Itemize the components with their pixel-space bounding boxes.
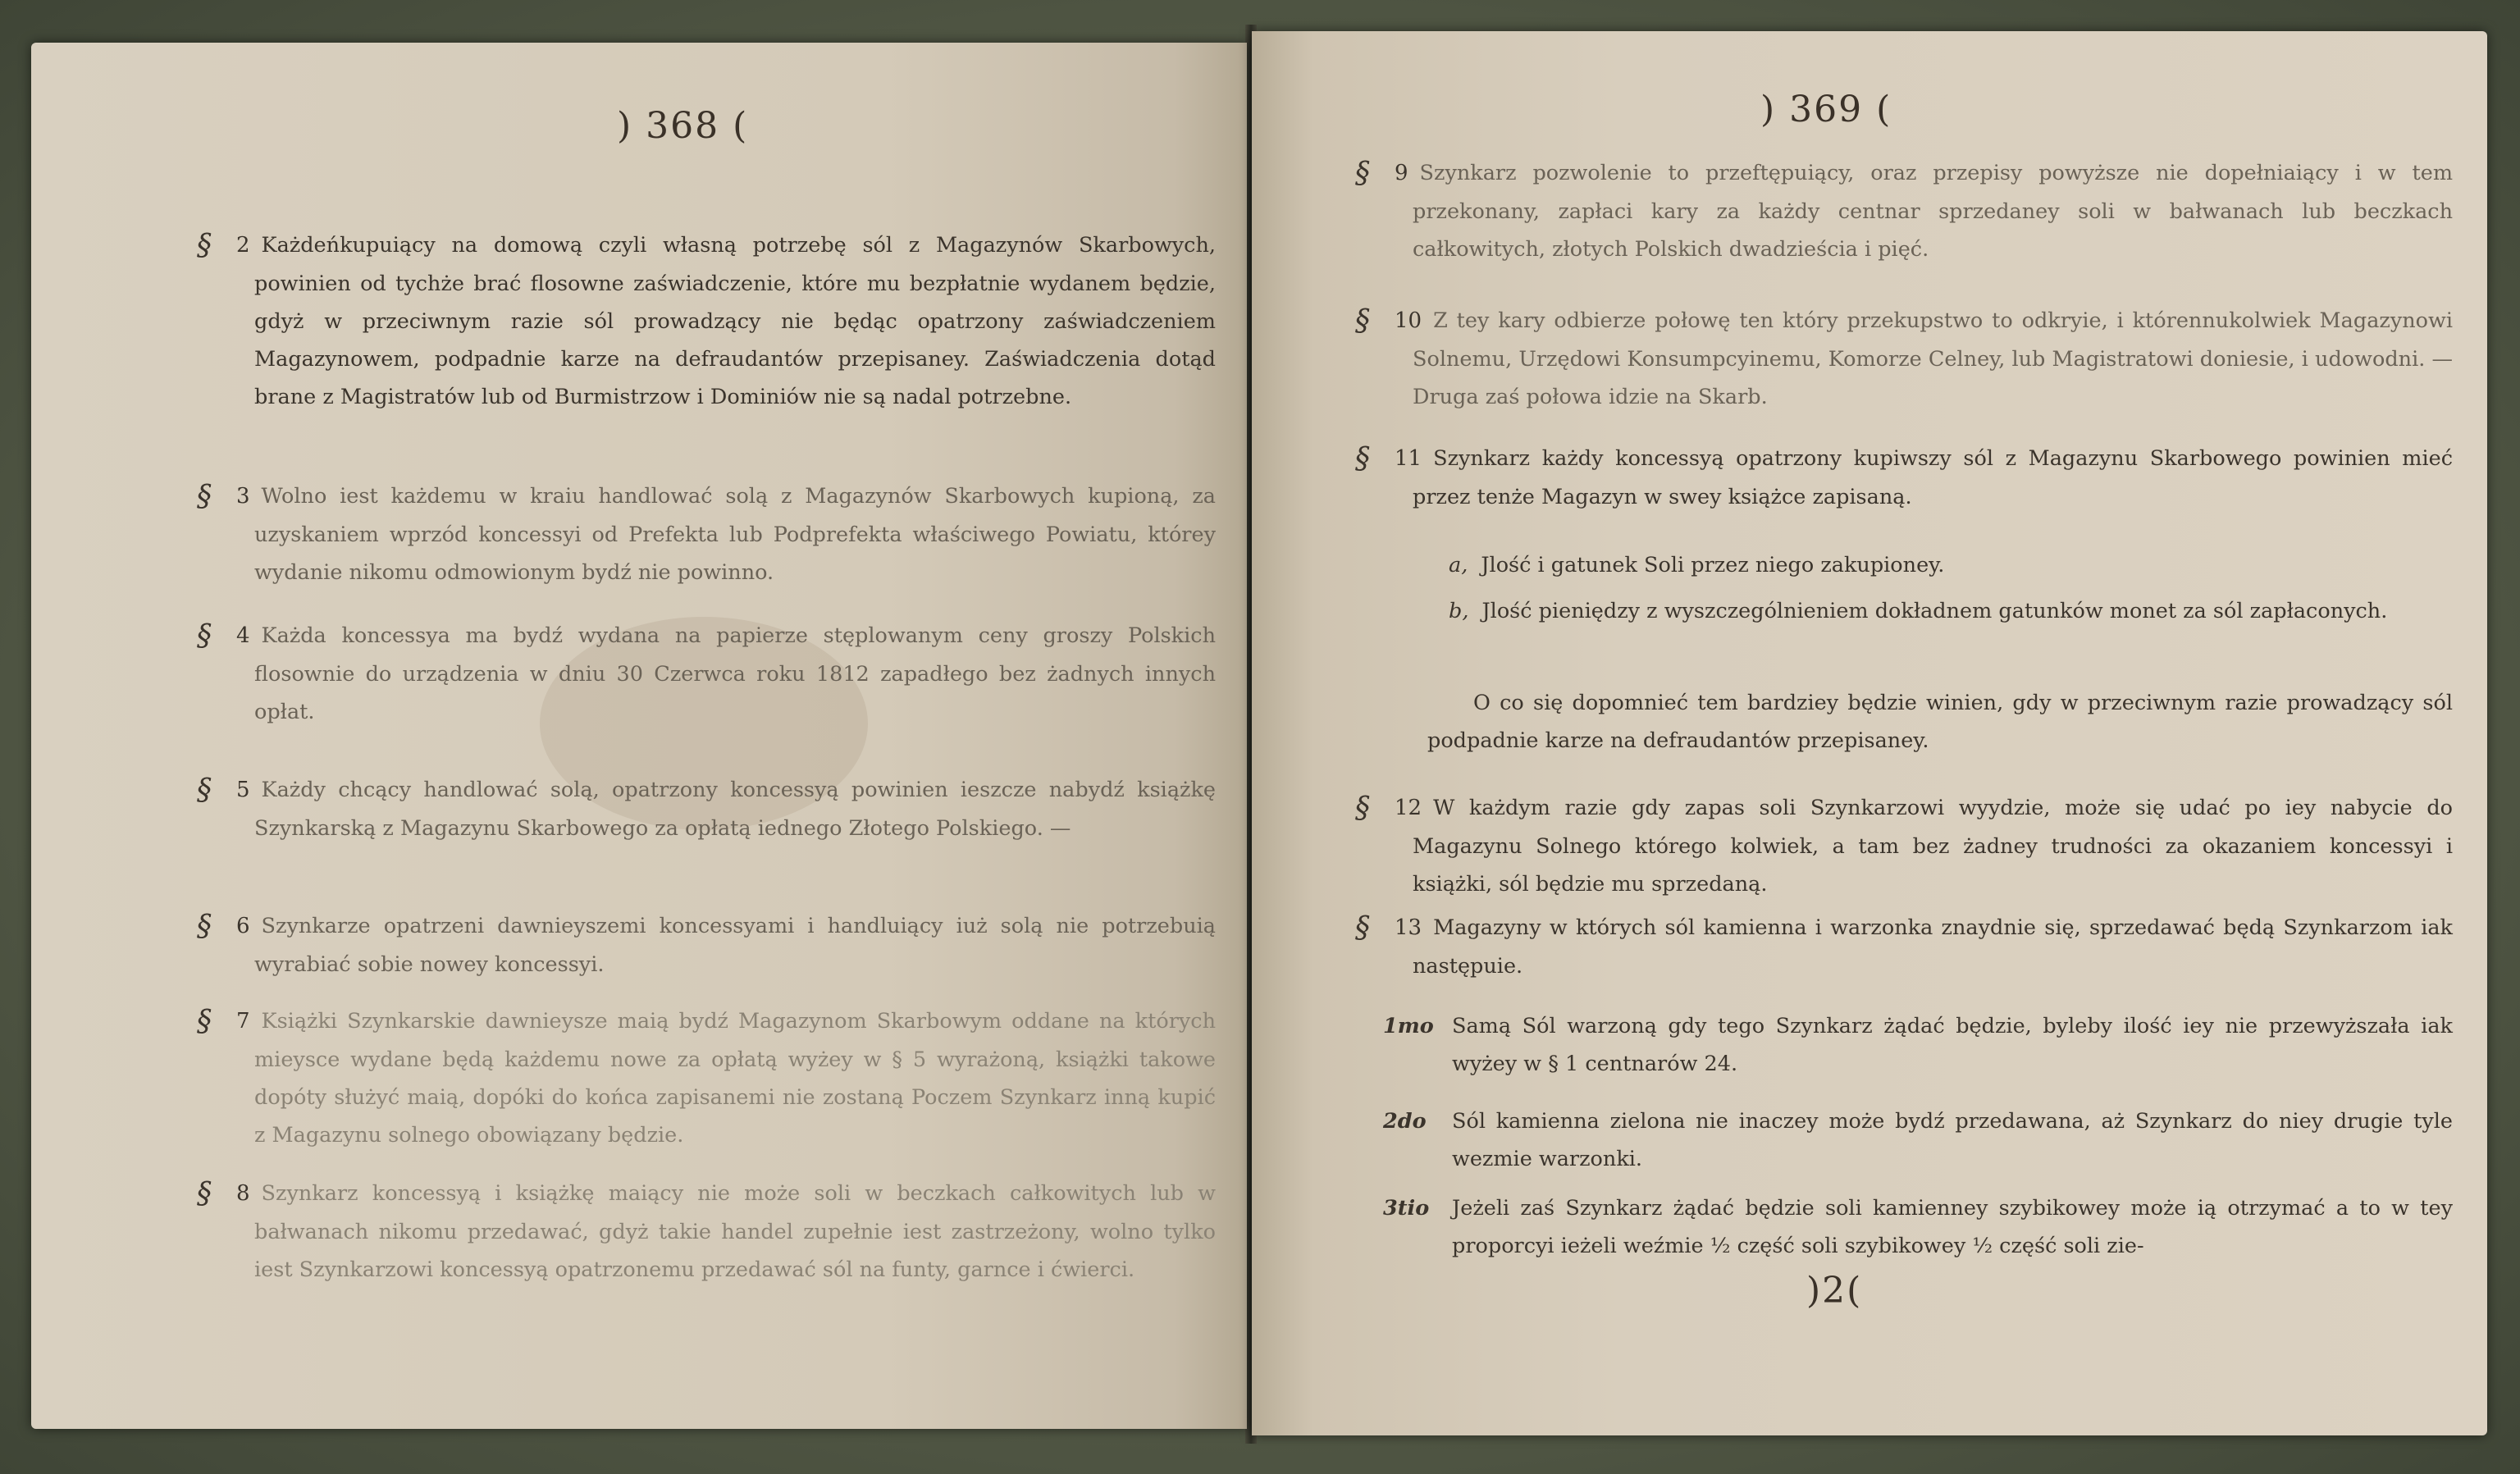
left-paragraph-8: § 8 Szynkarz koncessyą i książkę maiący nie może soli w beczkach całkowitych lub w bałwanach nikomu przedawać, gdyż takie handel zupełnie iest zastrzeżony, wolno tylko iest Szynkarzowi koncessyą opatrzonemu przedawać sól na funty, garnce i ćwierci. <box>197 1177 1216 1282</box>
left-paragraph-3: § 3 Wolno iest każdemu w kraiu handlować solą z Magazynów Skarbowych kupioną, za uzyskaniem wprzód koncessyi od Prefekta lub Podprefekta właściwego Powiatu, którey wydanie nikomu odmowionym bydź nie powinno. <box>197 480 1216 585</box>
section-sign: § <box>1355 792 1370 825</box>
numbered-item-3tio: 3tio Jeżeli zaś Szynkarz żądać będzie soli kamienney szybikowey może ią otrzymać a to w tey proporcyi ieżeli weźmie ½ część soli szybikowey ½ część soli zie- <box>1383 1196 2453 1258</box>
right-paragraph-13: § 13 Magazyny w których sól kamienna i warzonka znaydnie się, sprzedawać będą Szynkarzom iak następuie. <box>1355 911 2453 979</box>
section-sign: § <box>1355 911 1370 945</box>
section-sign: § <box>197 1005 212 1038</box>
right-paragraph-9: § 9 Szynkarz pozwolenie to przeftępuiący, oraz przepisy powyższe nie dopełniaiący i w tem przekonany, zapłaci kary za każdy centnar sprzedaney soli w bałwanach lub beczkach całkowitych, złotych Polskich dwadzieścia i pięć. <box>1355 157 2453 262</box>
section-sign: § <box>197 480 212 513</box>
list-item-b: b, Jlość pieniędzy z wyszczególnieniem dokładnem gatunków monet za sól zapłaconych. <box>1449 599 2388 623</box>
right-page-number: ) 369 ( <box>1760 89 1892 130</box>
section-sign: § <box>1355 442 1370 476</box>
section-sign: § <box>197 774 212 807</box>
right-paragraph-11: § 11 Szynkarz każdy koncessyą opatrzony kupiwszy sól z Magazynu Skarbowego powinien mieć przez tenże Magazyn w swey książce zapisaną. <box>1355 442 2453 509</box>
left-paragraph-6: § 6 Szynkarze opatrzeni dawnieyszemi koncessyami i handluiący iuż solą nie potrzebuią wyrabiać sobie nowey koncessyi. <box>197 910 1216 977</box>
right-paragraph-12: § 12 W każdym razie gdy zapas soli Szynkarzowi wyydzie, może się udać po iey nabycie do Magazynu Solnego którego kolwiek, a tam bez żadney trudności za okazaniem koncessyi i książki, sól będzie mu sprzedaną. <box>1355 792 2453 897</box>
section-sign: § <box>197 229 212 262</box>
right-paragraph-10: § 10 Z tey kary odbierze połowę ten który przekupstwo to odkryie, i którennukolwiek Magazynowi Solnemu, Urzędowi Konsumpcyinemu, Komorze Celney, lub Magistratowi doniesie, i udowodni. — Druga zaś połowa idzie na Skarb. <box>1355 304 2453 409</box>
section-sign: § <box>197 910 212 943</box>
left-paragraph-2: § 2 Każdeńkupuiący na domową czyli własną potrzebę sól z Magazynów Skarbowych, powinien od tychże brać flosowne zaświadczenie, które mu bezpłatnie wydanem będzie, gdyż w przeciwnym razie sól prowadzący nie będąc opatrzony zaświadczeniem Magazynowem, podpadnie karze na defraudantów przepisaney. Zaświadczenia dotąd brane z Magistratów lub od Burmistrzow i Dominiów nie są nadal potrzebne. <box>197 229 1216 409</box>
left-page <box>31 43 1247 1429</box>
left-paragraph-5: § 5 Każdy chcący handlować solą, opatrzony koncessyą powinien ieszcze nabydź książkę Szynkarską z Magazynu Skarbowego za opłatą iednego Złotego Polskiego. — <box>197 774 1216 841</box>
left-paragraph-4: § 4 Każda koncessya ma bydź wydana na papierze stęplowanym ceny groszy Polskich flosownie do urządzenia w dniu 30 Czerwca roku 1812 zapadłego bez żadnych innych opłat. <box>197 619 1216 724</box>
section-sign: § <box>197 619 212 653</box>
catchword: )2( <box>1806 1270 1863 1312</box>
numbered-item-2do: 2do Sól kamienna zielona nie inaczey może bydź przedawana, aż Szynkarz do niey drugie tyle wezmie warzonki. <box>1383 1109 2453 1171</box>
left-page-number: ) 368 ( <box>617 105 749 147</box>
right-page <box>1252 31 2487 1435</box>
left-paragraph-7: § 7 Książki Szynkarskie dawnieysze maią bydź Magazynom Skarbowym oddane na których mieysce wydane będą każdemu nowe za opłatą wyżey w § 5 wyrażoną, książki takowe dopóty służyć maią, dopóki do końca zapisanemi nie zostaną Poczem Szynkarz inną kupić z Magazynu solnego obowiązany będzie. <box>197 1005 1216 1148</box>
section-sign: § <box>1355 304 1370 338</box>
list-item-a: a, Jlość i gatunek Soli przez niego zakupioney. <box>1449 553 1945 577</box>
section-sign: § <box>1355 157 1370 190</box>
right-note: O co się dopomnieć tem bardziey będzie winien, gdy w przeciwnym razie prowadzący sól podpadnie karze na defraudantów przepisaney. <box>1427 691 2453 753</box>
numbered-item-1mo: 1mo Samą Sól warzoną gdy tego Szynkarz żądać będzie, byleby ilość iey nie przewyższała iak wyżey w § 1 centnarów 24. <box>1383 1014 2453 1076</box>
section-sign: § <box>197 1177 212 1211</box>
